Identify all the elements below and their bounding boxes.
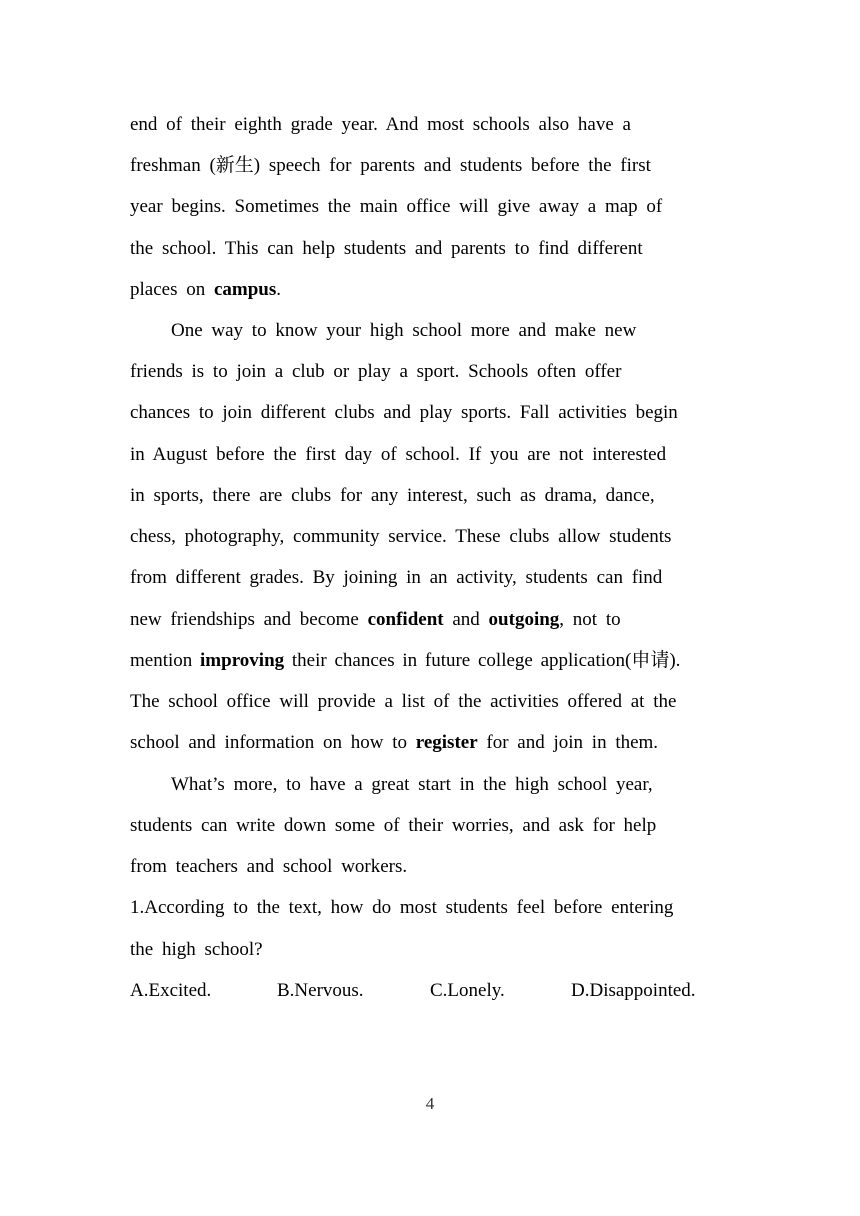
passage-line: One way to know your high school more and make new [171,320,637,341]
option-a: A.Excited. [130,980,212,1001]
passage-line [130,648,680,674]
text-span: new friendships and become [130,609,368,630]
passage-line [130,277,281,303]
question-text: the high school? [130,939,263,960]
passage-line: What’s more, to have a great start in the high school year, [171,774,653,795]
passage-line: chess, photography, community service. These clubs allow students [130,526,672,547]
passage-line: year begins. Sometimes the main office will give away a map of [130,196,663,217]
text-span: . [276,279,282,300]
passage-line: end of their eighth grade year. And most schools also have a [130,114,631,135]
passage-line: freshman (新生) speech for parents and students before the first [130,155,651,176]
text-span: and [443,609,489,630]
text-span: , not to [559,609,621,630]
passage-line: friends is to join a club or play a sport. Schools often offer [130,361,622,382]
passage-line: in August before the first day of school. If you are not interested [130,444,667,465]
bold-word-confident: confident [367,609,444,630]
option-c: C.Lonely. [430,980,505,1001]
text-span: places on [130,279,214,300]
question-text: 1.According to the text, how do most students feel before entering [130,897,674,918]
bold-word-outgoing: outgoing [488,609,560,630]
text-span: school and information on how to [130,732,416,753]
text-span: mention [130,650,201,671]
bold-word-register: register [415,732,478,753]
passage-line: the school. This can help students and parents to find different [130,238,643,259]
passage-line [130,730,658,756]
passage-line: from teachers and school workers. [130,856,408,877]
option-b: B.Nervous. [277,980,364,1001]
passage-line: students can write down some of their worries, and ask for help [130,815,657,836]
passage-line: from different grades. By joining in an activity, students can find [130,567,663,588]
bold-word-improving: improving [200,650,285,671]
passage-line: The school office will provide a list of the activities offered at the [130,691,677,712]
text-span: for and join in them. [477,732,659,753]
text-span: their chances in future college application(申请). [284,650,681,671]
passage-line: chances to join different clubs and play sports. Fall activities begin [130,402,678,423]
passage-line: in sports, there are clubs for any interest, such as drama, dance, [130,485,655,506]
bold-word-campus: campus [213,279,277,300]
passage-line [130,607,621,633]
option-d: D.Disappointed. [571,980,696,1001]
page-number: 4 [425,1094,435,1113]
